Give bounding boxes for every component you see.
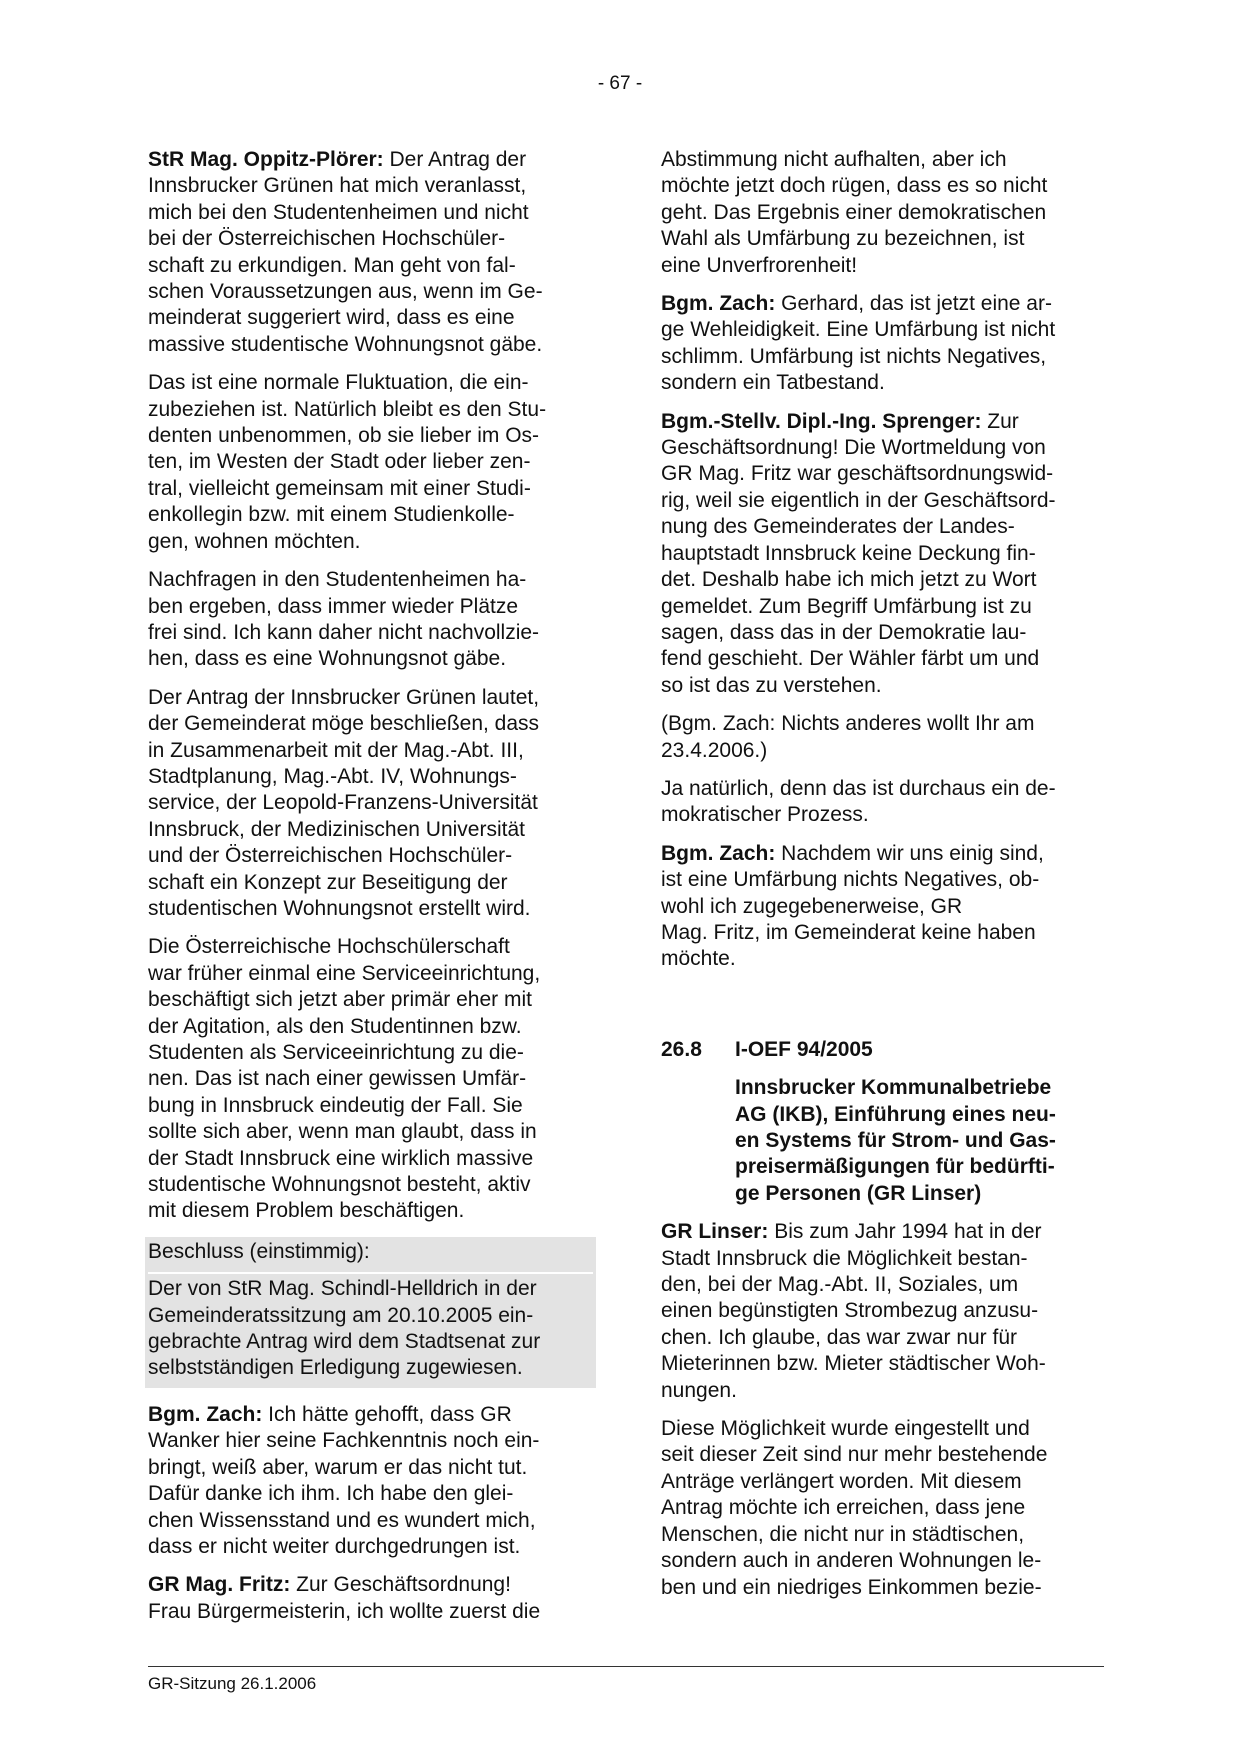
right-column <box>661 147 1101 1613</box>
resolution-text: Der von StR Mag. Schindl-Helldrich in der Gemeinderatssitzung am 20.10.2005 ein- gebrachte Antrag wird dem Stadtsenat zur selbstständigen Erledigung zugewiesen. <box>148 1272 593 1388</box>
agenda-heading <box>661 1037 1101 1063</box>
paragraph: Die Österreichische Hochschülerschaft war früher einmal eine Serviceeinrichtung, beschäftigt sich jetzt aber primär eher mit der Agitation, als den Studentinnen bzw. Studenten als Serviceeinrichtung zu die- nen. Das ist nach einer gewissen Umfär- bung in Innsbruck eindeutig der Fall. Sie sollte sich aber, wenn man glaubt, dass in der Stadt Innsbruck eine wirklich massive studentische Wohnungsnot besteht, aktiv mit diesem Problem beschäftigen. <box>148 935 541 1223</box>
footer-divider <box>148 1666 1104 1667</box>
paragraph-text: Zur Geschäftsordnung! Frau Bürgermeisterin, ich wollte zuerst die <box>148 1573 541 1623</box>
paragraph <box>148 1402 593 1560</box>
paragraph <box>661 409 1101 699</box>
resolution-label: Beschluss (einstimmig): <box>148 1239 370 1263</box>
speaker-name: GR Linser: <box>661 1220 769 1244</box>
paragraph: Diese Möglichkeit wurde eingestellt und seit dieser Zeit sind nur mehr bestehende Anträge verlängert worden. Mit diesem Antrag möchte ich erreichen, dass jene Menschen, die nicht nur in städtischen, sondern auch in anderen Wohnungen le- ben und ein niedriges Einkommen bezie- <box>661 1417 1048 1599</box>
paragraph: Ja natürlich, denn das ist durchaus ein de- mokratischer Prozess. <box>661 776 1056 827</box>
agenda-title: Innsbrucker Kommunalbetriebe AG (IKB), Einführung eines neu- en Systems für Strom- und Gas- preisermäßigungen für bedürfti- ge Personen (GR Linser) <box>735 1076 1056 1205</box>
speaker-name: Bgm. Zach: <box>148 1402 263 1426</box>
agenda-number: 26.8 <box>661 1037 702 1061</box>
paragraph-text: Der Antrag der Innsbrucker Grünen hat mich veranlasst, mich bei den Studentenheimen und nicht bei der Österreichischen Hochschüler- schaft zu erkundigen. Man geht von fal- schen Voraussetzungen aus, wenn im Ge- meinderat suggeriert wird, dass es eine massive studentische Wohnungsnot gäbe. <box>148 148 543 356</box>
speaker-name: Bgm.-Stellv. Dipl.-Ing. Sprenger: <box>661 409 982 433</box>
paragraph <box>148 1572 593 1625</box>
agenda-code: I-OEF 94/2005 <box>735 1037 873 1061</box>
paragraph: (Bgm. Zach: Nichts anderes wollt Ihr am 23.4.2006.) <box>661 712 1035 762</box>
speaker-name: Bgm. Zach: <box>661 841 776 865</box>
paragraph: Das ist eine normale Fluktuation, die ein- zubeziehen ist. Natürlich bleibt es den Stu- denten unbenommen, ob sie lieber im Os- ten, im Westen der Stadt oder lieber zen- tral, vielleicht gemeinsam mit einer Studi- enkollegin bzw. mit einem Studienkolle- gen, wohnen möchten. <box>148 371 547 553</box>
paragraph-text: Nachdem wir uns einig sind, ist eine Umfärbung nichts Negatives, ob- wohl ich zugegebenerweise, GR Mag. Fritz, im Gemeinderat keine haben möchte. <box>661 841 1044 971</box>
paragraph <box>661 1219 1101 1404</box>
paragraph-text: Bis zum Jahr 1994 hat in der Stadt Innsbruck die Möglichkeit bestan- den, bei der Mag.-Abt. II, Soziales, um einen begünstigten Strombezug anzusu- chen. Ich glaube, das war zwar nur für Mieterinnen bzw. Mieter städtischer Woh- nungen. <box>661 1220 1046 1402</box>
paragraph: Der Antrag der Innsbrucker Grünen lautet, der Gemeinderat möge beschließen, dass in Zusammenarbeit mit der Mag.-Abt. III, Stadtplanung, Mag.-Abt. IV, Wohnungs- service, der Leopold-Franzens-Universität Innsbruck, der Medizinischen Universität und der Österreichischen Hochschüler- schaft ein Konzept zur Beseitigung der studentischen Wohnungsnot erstellt wird. <box>148 685 540 920</box>
paragraph-text: Gerhard, das ist jetzt eine ar- ge Wehleidigkeit. Eine Umfärbung ist nicht schlimm. Umfärbung ist nichts Negatives, sondern ein Tatbestand. <box>661 292 1056 395</box>
page-number: - 67 - <box>597 73 643 94</box>
left-column <box>148 147 593 1637</box>
speaker-name: GR Mag. Fritz: <box>148 1573 291 1597</box>
paragraph-text: Ich hätte gehofft, dass GR Wanker hier seine Fachkenntnis noch ein- bringt, weiß aber, warum er das nicht tut. Dafür danke ich ihm. Ich habe den glei- chen Wissensstand und es wundert mich, dass er nicht weiter durchgedrungen ist. <box>148 1402 540 1558</box>
paragraph-text: Zur Geschäftsordnung! Die Wortmeldung von GR Mag. Fritz war geschäftsordnungswid- rig, weil sie eigentlich in der Geschäftsord- nung des Gemeinderates der Landes- hauptstadt Innsbruck keine Deckung fin- det. Deshalb habe ich mich jetzt zu Wort gemeldet. Zum Begriff Umfärbung ist zu sagen, dass das in der Demokratie lau- fend geschieht. Der Wähler färbt um und so ist das zu verstehen. <box>661 409 1056 697</box>
paragraph <box>661 291 1101 397</box>
agenda-item <box>661 1037 1101 1207</box>
footer-text: GR-Sitzung 26.1.2006 <box>148 1674 317 1693</box>
speaker-name: Bgm. Zach: <box>661 292 776 316</box>
paragraph <box>148 147 593 358</box>
paragraph <box>661 841 1101 973</box>
resolution-box <box>145 1237 596 1388</box>
paragraph: Abstimmung nicht aufhalten, aber ich möchte jetzt doch rügen, dass es so nicht geht. Das Ergebnis einer demokratischen Wahl als Umfärbung zu bezeichnen, ist eine Unverfrorenheit! <box>661 148 1048 277</box>
paragraph: Nachfragen in den Studentenheimen ha- ben ergeben, dass immer wieder Plätze frei sind. Ich kann daher nicht nachvollzie- hen, dass es eine Wohnungsnot gäbe. <box>148 568 540 671</box>
speaker-name: StR Mag. Oppitz-Plörer: <box>148 148 384 171</box>
